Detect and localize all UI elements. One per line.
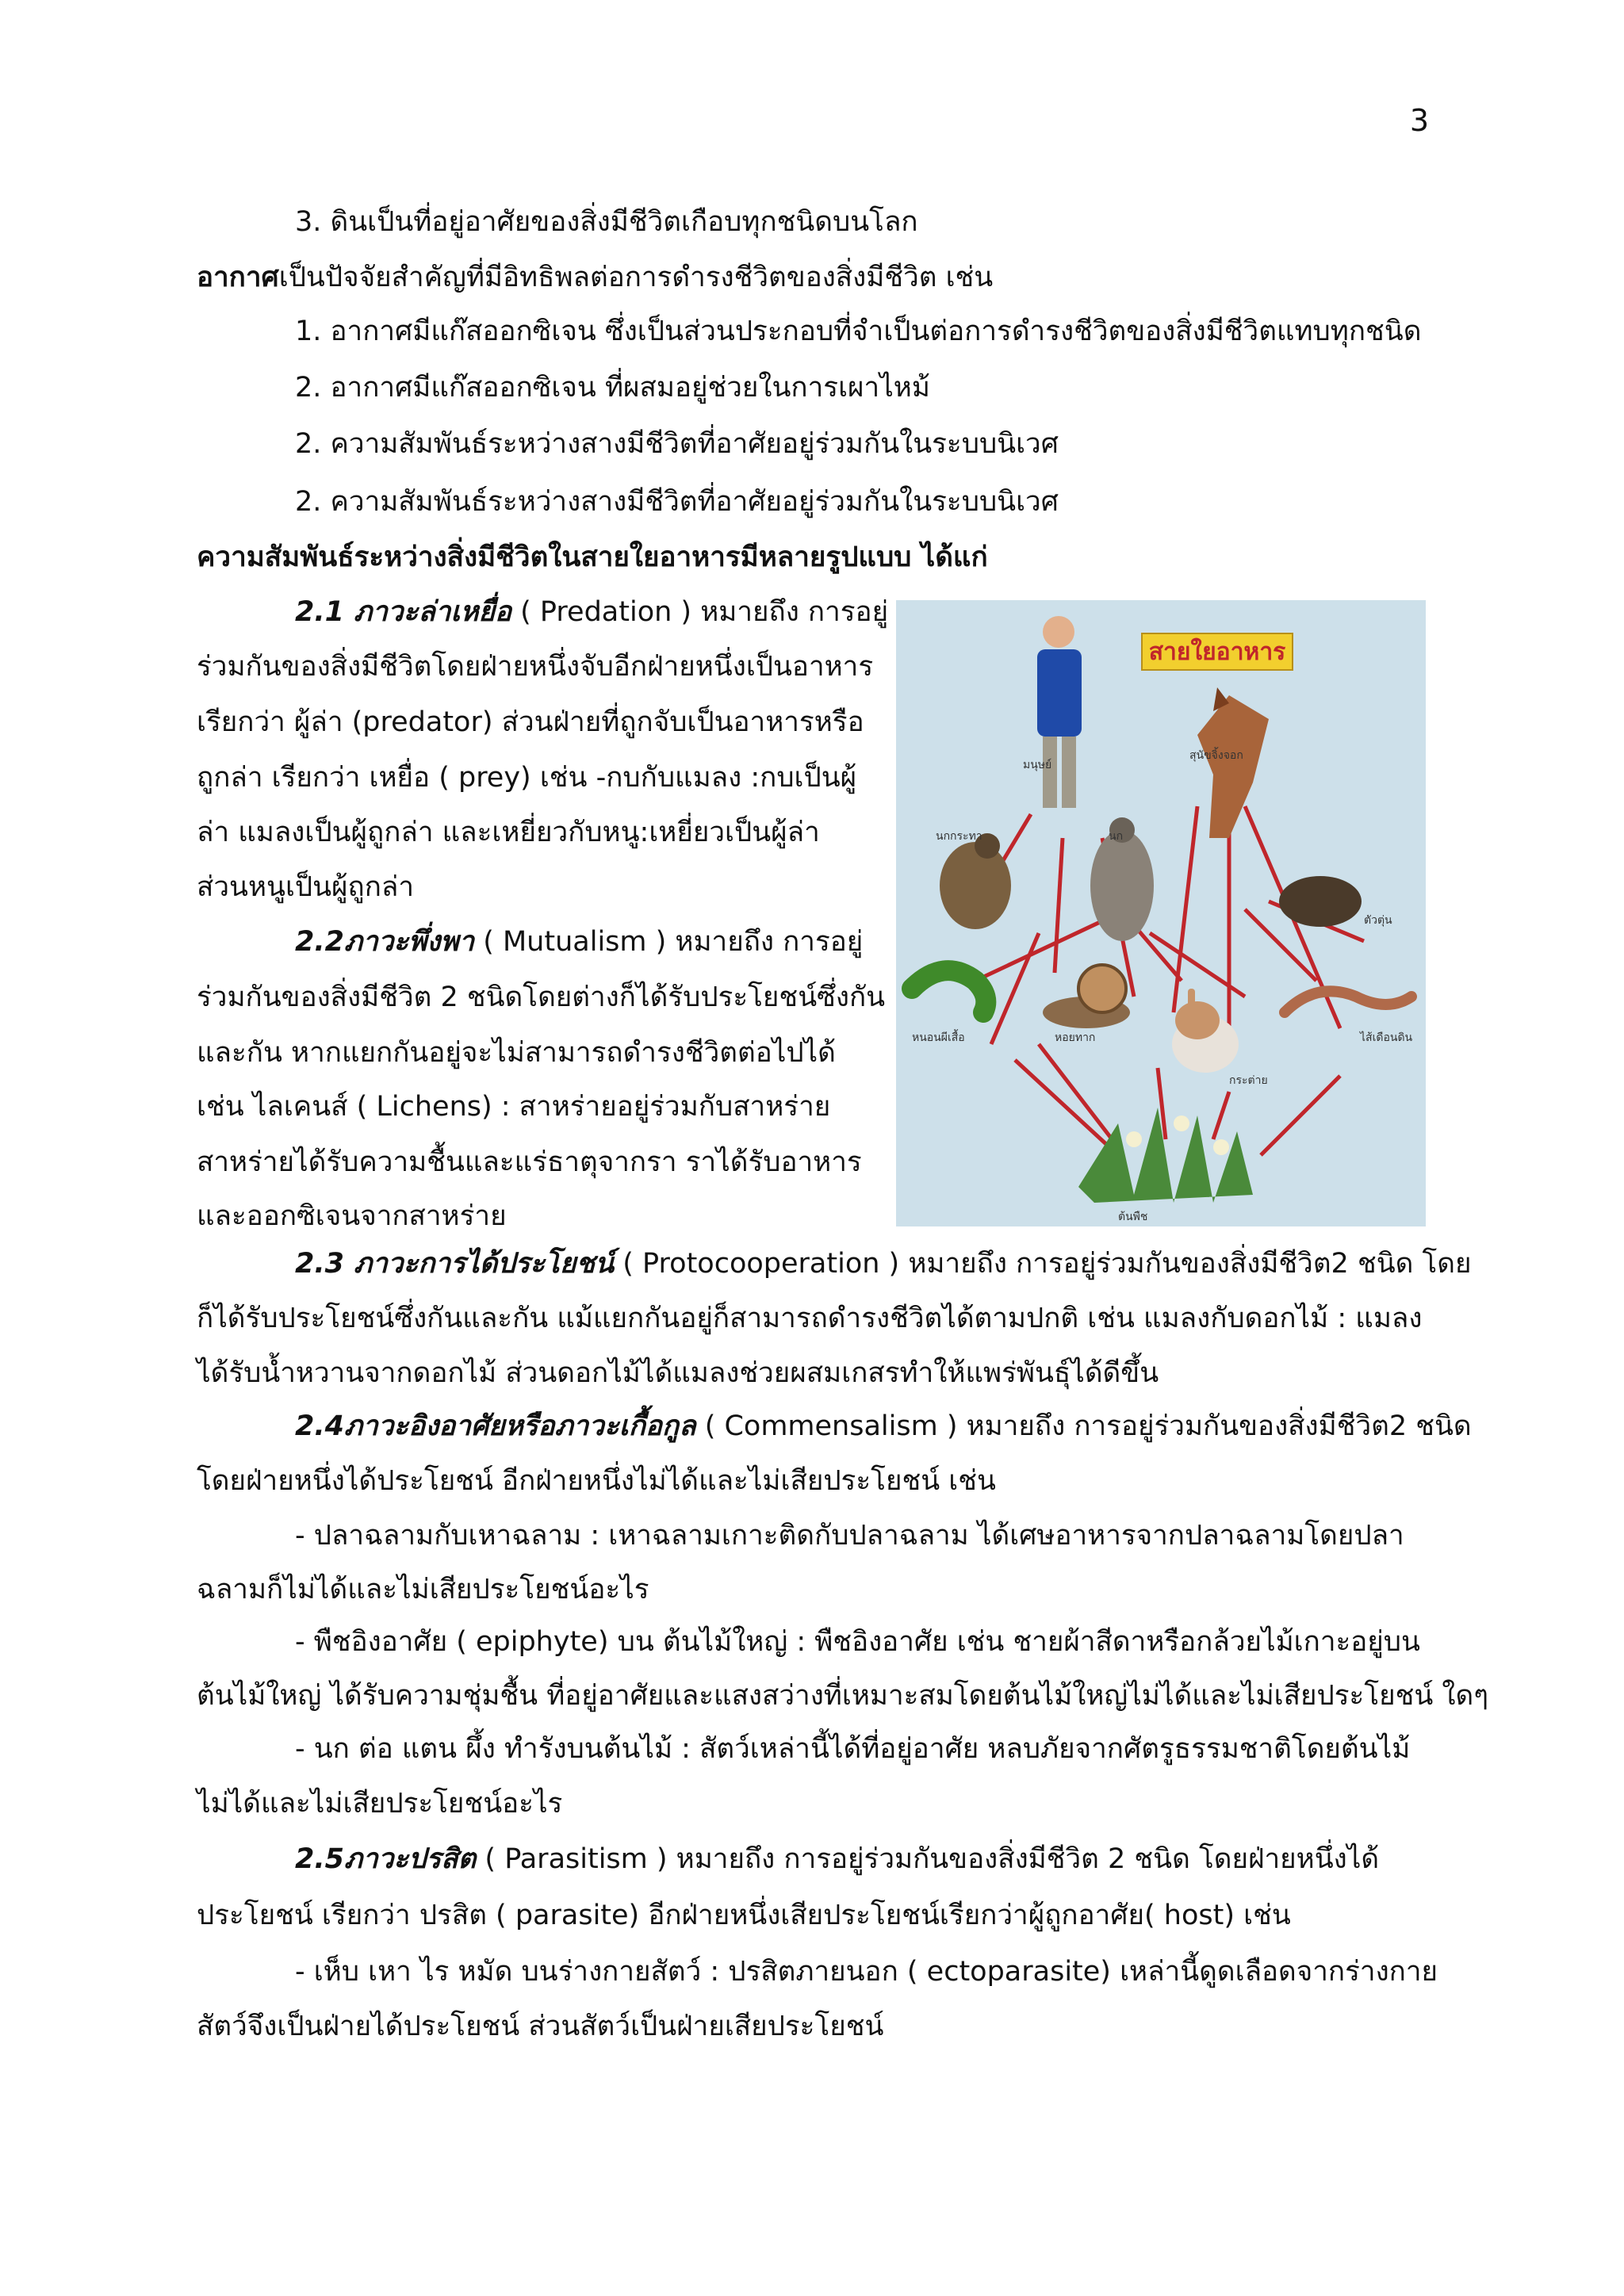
text-line: สาหร่ายได้รับความชื้นและแร่ธาตุจากรา ราได้รับอาหาร [197, 1146, 862, 1178]
label-mole: ตัวตุ่น [1364, 914, 1392, 927]
text-line: ร่วมกันของสิ่งมีชีวิต 2 ชนิดโดยต่างก็ได้รับประโยชน์ซึ่งกัน [197, 982, 886, 1013]
text-line: ไม่ได้และไม่เสียประโยชน์อะไร [197, 1788, 563, 1820]
label-caterpillar: หนอนผีเสื้อ [912, 1031, 965, 1044]
text-span: ( Mutualism ) หมายถึง การอยู่ [474, 926, 864, 958]
text-span: เป็นปัจจัยสำคัญที่มีอิทธิพลต่อการดำรงชีวิตของสิ่งมีชีวิต เช่น [278, 262, 994, 293]
food-web-illustration [896, 600, 1426, 1226]
text-line [295, 924, 863, 960]
label-fox: สุนัขจิ้งจอก [1189, 749, 1243, 762]
figure-title: สายใยอาหาร [1148, 638, 1286, 666]
label-rabbit: กระต่าย [1229, 1074, 1268, 1087]
text-line: 2. อากาศมีแก๊สออกซิเจน ที่ผสมอยู่ช่วยในการเผาไหม้ [295, 372, 930, 404]
text-line [295, 1408, 1472, 1445]
text-line: และกัน หากแยกกันอยู่จะไม่สามารถดำรงชีวิตต่อไปได้ [197, 1037, 836, 1069]
mole-icon [1279, 876, 1362, 927]
text-line: - ปลาฉลามกับเหาฉลาม : เหาฉลามเกาะติดกับปลาฉลาม ได้เศษอาหารจากปลาฉลามโดยปลา [295, 1520, 1404, 1552]
heading-predation: 2.1 ภาวะล่าเหยื่อ [295, 596, 512, 628]
heading-parasitism: 2.5ภาวะปรสิต [295, 1843, 477, 1875]
text-line: 1. อากาศมีแก๊สออกซิเจน ซึ่งเป็นส่วนประกอบที่จำเป็นต่อการดำรงชีวิตของสิ่งมีชีวิตแทบทุกชนิด [295, 316, 1422, 347]
term-air: อากาศ [197, 262, 279, 293]
text-line: 2. ความสัมพันธ์ระหว่างสางมีชีวิตที่อาศัยอยู่ร่วมกันในระบบนิเวศ [295, 428, 1059, 460]
text-line: ล่า แมลงเป็นผู้ถูกล่า และเหยี่ยวกับหนู:เหยี่ยวเป็นผู้ล่า [197, 817, 820, 848]
heading-mutualism: 2.2ภาวะพึ่งพา [295, 926, 475, 958]
text-line: ประโยชน์ เรียกว่า ปรสิต ( parasite) อีกฝ่ายหนึ่งเสียประโยชน์เรียกว่าผู้ถูกอาศัย( host) เช่น [197, 1900, 1291, 1931]
text-line: สัตว์จึงเป็นฝ่ายได้ประโยชน์ ส่วนสัตว์เป็นฝ่ายเสียประโยชน์ [197, 2011, 884, 2042]
text-span: ( Predation ) หมายถึง การอยู่ [511, 596, 889, 628]
label-snail: หอยทาก [1055, 1031, 1096, 1044]
text-line: 3. ดินเป็นที่อยู่อาศัยของสิ่งมีชีวิตเกือบทุกชนิดบนโลก [295, 206, 918, 238]
text-line: ฉลามก็ไม่ได้และไม่เสียประโยชน์อะไร [197, 1574, 649, 1605]
label-human: มนุษย์ [1023, 759, 1052, 771]
label-earthworm: ไส้เดือนดิน [1360, 1031, 1413, 1044]
text-span: ( Protocooperation ) หมายถึง การอยู่ร่วมกันของสิ่งมีชีวิต2 ชนิด โดย [614, 1248, 1472, 1280]
text-line: - นก ต่อ แตน ผึ้ง ทำรังบนต้นไม้ : สัตว์เหล่านี้ได้ที่อยู่อาศัย หลบภัยจากศัตรูธรรมชาติโดยต้นไม้ [295, 1733, 1411, 1765]
text-span: ( Parasitism ) หมายถึง การอยู่ร่วมกันของสิ่งมีชีวิต 2 ชนิด โดยฝ่ายหนึ่งได้ [476, 1843, 1380, 1875]
text-line [295, 594, 888, 630]
text-line: ก็ได้รับประโยชน์ซึ่งกันและกัน แม้แยกกันอยู่ก็สามารถดำรงชีวิตได้ตามปกติ เช่น แมลงกับดอกไม้ : แมลง [197, 1303, 1423, 1334]
label-plants: ต้นพืช [1118, 1211, 1148, 1223]
text-line: ต้นไม้ใหญ่ ได้รับความชุ่มชื้น ที่อยู่อาศัยและแสงสว่างที่เหมาะสมโดยต้นไม้ใหญ่ไม่ได้และไม่เสียประโยชน์ ใดๆ [197, 1680, 1489, 1712]
text-line: เรียกว่า ผู้ล่า (predator) ส่วนฝ่ายที่ถูกจับเป็นอาหารหรือ [197, 706, 864, 738]
food-web-figure [896, 600, 1426, 1226]
page-number: 3 [1409, 103, 1429, 138]
text-line: โดยฝ่ายหนึ่งได้ประโยชน์ อีกฝ่ายหนึ่งไม่ได้และไม่เสียประโยชน์ เช่น [197, 1465, 996, 1497]
text-line: ถูกล่า เรียกว่า เหยื่อ ( prey) เช่น -กบกับแมลง :กบเป็นผู้ [197, 762, 857, 794]
text-line: 2. ความสัมพันธ์ระหว่างสางมีชีวิตที่อาศัยอยู่ร่วมกันในระบบนิเวศ [295, 486, 1059, 518]
text-span: ( Commensalism ) หมายถึง การอยู่ร่วมกันของสิ่งมีชีวิต2 ชนิด [695, 1410, 1472, 1442]
text-line: ส่วนหนูเป็นผู้ถูกล่า [197, 871, 415, 903]
heading-commensalism: 2.4ภาวะอิงอาศัยหรือภาวะเกื้อกูล [295, 1410, 696, 1442]
text-line: - เห็บ เหา ไร หมัด บนร่างกายสัตว์ : ปรสิตภายนอก ( ectoparasite) เหล่านี้ดูดเลือดจากร่างกาย [295, 1956, 1438, 1988]
text-line: เช่น ไลเคนส์ ( Lichens) : สาหร่ายอยู่ร่วมกับสาหร่าย [197, 1091, 831, 1123]
text-line: - พืชอิงอาศัย ( epiphyte) บน ต้นไม้ใหญ่ : พืชอิงอาศัย เช่น ชายผ้าสีดาหรือกล้วยไม้เกาะอยู่บน [295, 1626, 1420, 1658]
text-line [197, 259, 993, 296]
heading-protocooperation: 2.3 ภาวะการได้ประโยชน์ [295, 1248, 615, 1280]
text-line: และออกซิเจนจากสาหร่าย [197, 1200, 507, 1232]
text-line: ร่วมกันของสิ่งมีชีวิตโดยฝ่ายหนึ่งจับอีกฝ่ายหนึ่งเป็นอาหาร [197, 651, 874, 683]
label-hawk: นก [1109, 830, 1124, 843]
text-line: ได้รับน้ำหวานจากดอกไม้ ส่วนดอกไม้ได้แมลงช่วยผสมเกสรทำให้แพร่พันธุ์ได้ดีขึ้น [197, 1357, 1159, 1389]
section-heading: ความสัมพันธ์ระหว่างสิ่งมีชีวิตในสายใยอาหารมีหลายรูปแบบ ได้แก่ [197, 541, 988, 573]
label-quail: นกกระทา [936, 830, 982, 843]
text-line [295, 1246, 1472, 1282]
text-line [295, 1841, 1379, 1877]
